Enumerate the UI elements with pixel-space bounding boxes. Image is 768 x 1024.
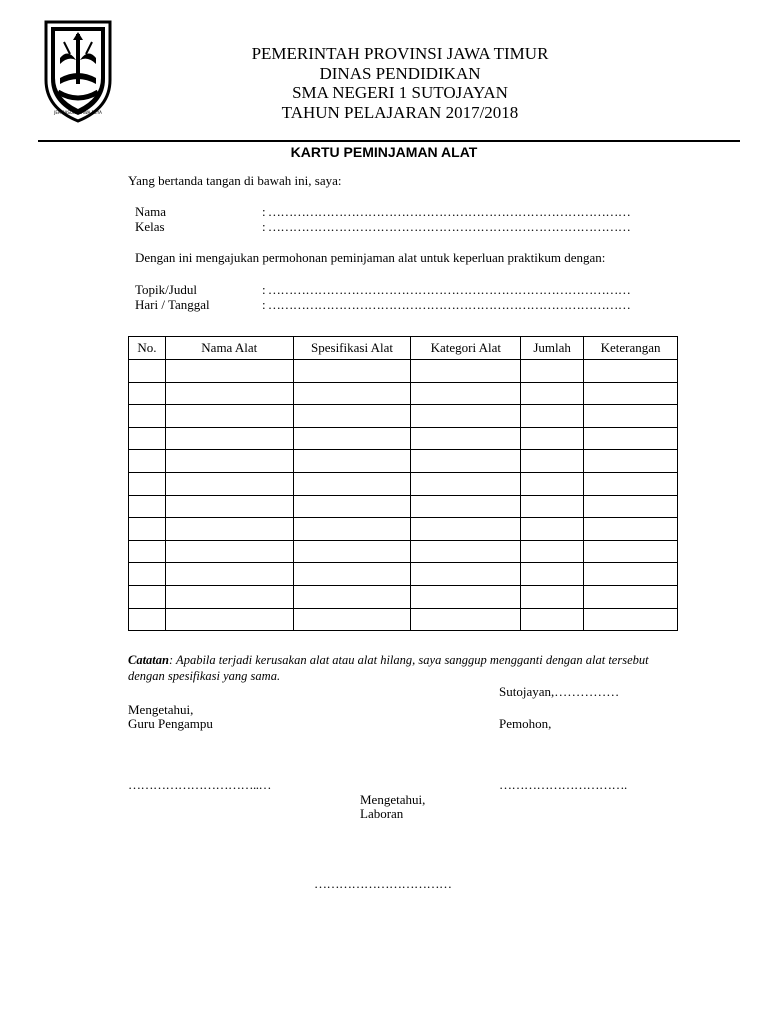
table-row [129, 540, 678, 563]
hari-tanggal-label: Hari / Tanggal [135, 297, 210, 312]
cell-no[interactable] [129, 563, 166, 586]
cell-spesifikasi[interactable] [293, 405, 411, 428]
nama-label: Nama [135, 204, 167, 219]
cell-kategori[interactable] [411, 360, 521, 383]
cell-spesifikasi[interactable] [293, 608, 411, 631]
table-row [129, 472, 678, 495]
table-row [129, 518, 678, 541]
cell-no[interactable] [129, 405, 166, 428]
table-row [129, 427, 678, 450]
cell-spesifikasi[interactable] [293, 563, 411, 586]
applicant-signature-line[interactable]: …………………………. [499, 777, 627, 792]
cell-no[interactable] [129, 608, 166, 631]
table-row [129, 382, 678, 405]
letterhead-line-1: PEMERINTAH PROVINSI JAWA TIMUR [251, 44, 549, 63]
table-row [129, 405, 678, 428]
cell-kategori[interactable] [411, 608, 521, 631]
table-row [129, 495, 678, 518]
cell-spesifikasi[interactable] [293, 427, 411, 450]
applicant-label: Pemohon, [499, 716, 552, 731]
cell-kategori[interactable] [411, 563, 521, 586]
cell-nama-alat[interactable] [165, 427, 293, 450]
topik-field[interactable]: : …………………………………………………………………………… [262, 282, 631, 297]
cell-kategori[interactable] [411, 427, 521, 450]
table-header-row [129, 337, 678, 360]
table-row [129, 360, 678, 383]
cell-no[interactable] [129, 450, 166, 473]
header-divider [38, 140, 740, 142]
table-row [129, 585, 678, 608]
equipment-table [128, 336, 678, 631]
col-header-keterangan: Keterangan [584, 337, 678, 360]
kelas-label: Kelas [135, 219, 165, 234]
cell-no[interactable] [129, 540, 166, 563]
intro-text: Yang bertanda tangan di bawah ini, saya: [128, 173, 342, 188]
table-row [129, 608, 678, 631]
cell-kategori[interactable] [411, 405, 521, 428]
cell-keterangan[interactable] [584, 405, 678, 428]
cell-kategori[interactable] [411, 585, 521, 608]
cell-kategori[interactable] [411, 382, 521, 405]
cell-nama-alat[interactable] [165, 405, 293, 428]
cell-nama-alat[interactable] [165, 382, 293, 405]
cell-no[interactable] [129, 360, 166, 383]
cell-nama-alat[interactable] [165, 360, 293, 383]
cell-nama-alat[interactable] [165, 450, 293, 473]
cell-kategori[interactable] [411, 495, 521, 518]
cell-spesifikasi[interactable] [293, 382, 411, 405]
note-text [128, 652, 688, 684]
cell-jumlah[interactable] [521, 360, 584, 383]
cell-no[interactable] [129, 495, 166, 518]
cell-no[interactable] [129, 382, 166, 405]
cell-no[interactable] [129, 518, 166, 541]
col-header-jumlah: Jumlah [521, 337, 584, 360]
cell-kategori[interactable] [411, 450, 521, 473]
cell-nama-alat[interactable] [165, 540, 293, 563]
cell-kategori[interactable] [411, 518, 521, 541]
col-header-kategori: Kategori Alat [411, 337, 521, 360]
cell-spesifikasi[interactable] [293, 450, 411, 473]
cell-jumlah[interactable] [521, 472, 584, 495]
col-header-spesifikasi: Spesifikasi Alat [293, 337, 411, 360]
col-header-nama-alat: Nama Alat [165, 337, 293, 360]
cell-kategori[interactable] [411, 472, 521, 495]
cell-spesifikasi[interactable] [293, 472, 411, 495]
cell-nama-alat[interactable] [165, 585, 293, 608]
letterhead [120, 44, 680, 122]
cell-keterangan[interactable] [584, 608, 678, 631]
cell-no[interactable] [129, 472, 166, 495]
cell-jumlah[interactable] [521, 405, 584, 428]
laboran-signature-line[interactable]: …………………………… [314, 876, 452, 891]
cell-keterangan[interactable] [584, 495, 678, 518]
cell-keterangan[interactable] [584, 472, 678, 495]
cell-kategori[interactable] [411, 540, 521, 563]
laboran-role-label: Laboran [360, 806, 404, 821]
place-date[interactable]: Sutojayan,…………… [499, 684, 620, 699]
cell-keterangan[interactable] [584, 427, 678, 450]
cell-spesifikasi[interactable] [293, 540, 411, 563]
cell-jumlah[interactable] [521, 450, 584, 473]
cell-jumlah[interactable] [521, 495, 584, 518]
cell-no[interactable] [129, 585, 166, 608]
cell-jumlah[interactable] [521, 608, 584, 631]
cell-spesifikasi[interactable] [293, 518, 411, 541]
document-title: KARTU PEMINJAMAN ALAT [290, 144, 478, 160]
table-row [129, 450, 678, 473]
letterhead-line-4: TAHUN PELAJARAN 2017/2018 [281, 102, 519, 122]
laboran-acknowledge-label: Mengetahui, [360, 792, 426, 807]
teacher-signature-line[interactable]: …………………………..… [128, 777, 271, 792]
kelas-field[interactable]: : …………………………………………………………………………… [262, 219, 631, 234]
teacher-acknowledge-label: Mengetahui, [128, 702, 194, 717]
cell-keterangan[interactable] [584, 382, 678, 405]
table-body [129, 360, 678, 631]
cell-keterangan[interactable] [584, 563, 678, 586]
cell-nama-alat[interactable] [165, 472, 293, 495]
cell-keterangan[interactable] [584, 360, 678, 383]
cell-nama-alat[interactable] [165, 495, 293, 518]
cell-spesifikasi[interactable] [293, 585, 411, 608]
nama-field[interactable]: : …………………………………………………………………………… [262, 204, 631, 219]
teacher-role-label: Guru Pengampu [128, 716, 213, 731]
col-header-no: No. [129, 337, 166, 360]
cell-no[interactable] [129, 427, 166, 450]
cell-keterangan[interactable] [584, 518, 678, 541]
request-text: Dengan ini mengajukan permohonan peminjaman alat untuk keperluan praktikum dengan: [135, 250, 606, 265]
letterhead-line-3: SMA NEGERI 1 SUTOJAYAN [292, 83, 508, 102]
cell-jumlah[interactable] [521, 540, 584, 563]
cell-jumlah[interactable] [521, 427, 584, 450]
cell-nama-alat[interactable] [165, 563, 293, 586]
note-body: : Apabila terjadi kerusakan alat atau alat hilang, saya sanggup mengganti dengan alat tersebut dengan spesifikasi yang sama. [128, 653, 649, 683]
letterhead-line-2: DINAS PENDIDIKAN [319, 63, 481, 83]
topik-label: Topik/Judul [135, 282, 197, 297]
cell-nama-alat[interactable] [165, 518, 293, 541]
cell-spesifikasi[interactable] [293, 360, 411, 383]
cell-keterangan[interactable] [584, 585, 678, 608]
provincial-emblem-icon [40, 18, 116, 124]
cell-jumlah[interactable] [521, 585, 584, 608]
cell-nama-alat[interactable] [165, 608, 293, 631]
table-row [129, 563, 678, 586]
cell-keterangan[interactable] [584, 540, 678, 563]
hari-tanggal-field[interactable]: : …………………………………………………………………………… [262, 297, 631, 312]
cell-keterangan[interactable] [584, 450, 678, 473]
cell-jumlah[interactable] [521, 382, 584, 405]
cell-spesifikasi[interactable] [293, 495, 411, 518]
svg-text:JER BASUKI MAWA BEYA: JER BASUKI MAWA BEYA [54, 110, 102, 115]
cell-jumlah[interactable] [521, 563, 584, 586]
note-label: Catatan [128, 653, 169, 667]
cell-jumlah[interactable] [521, 518, 584, 541]
